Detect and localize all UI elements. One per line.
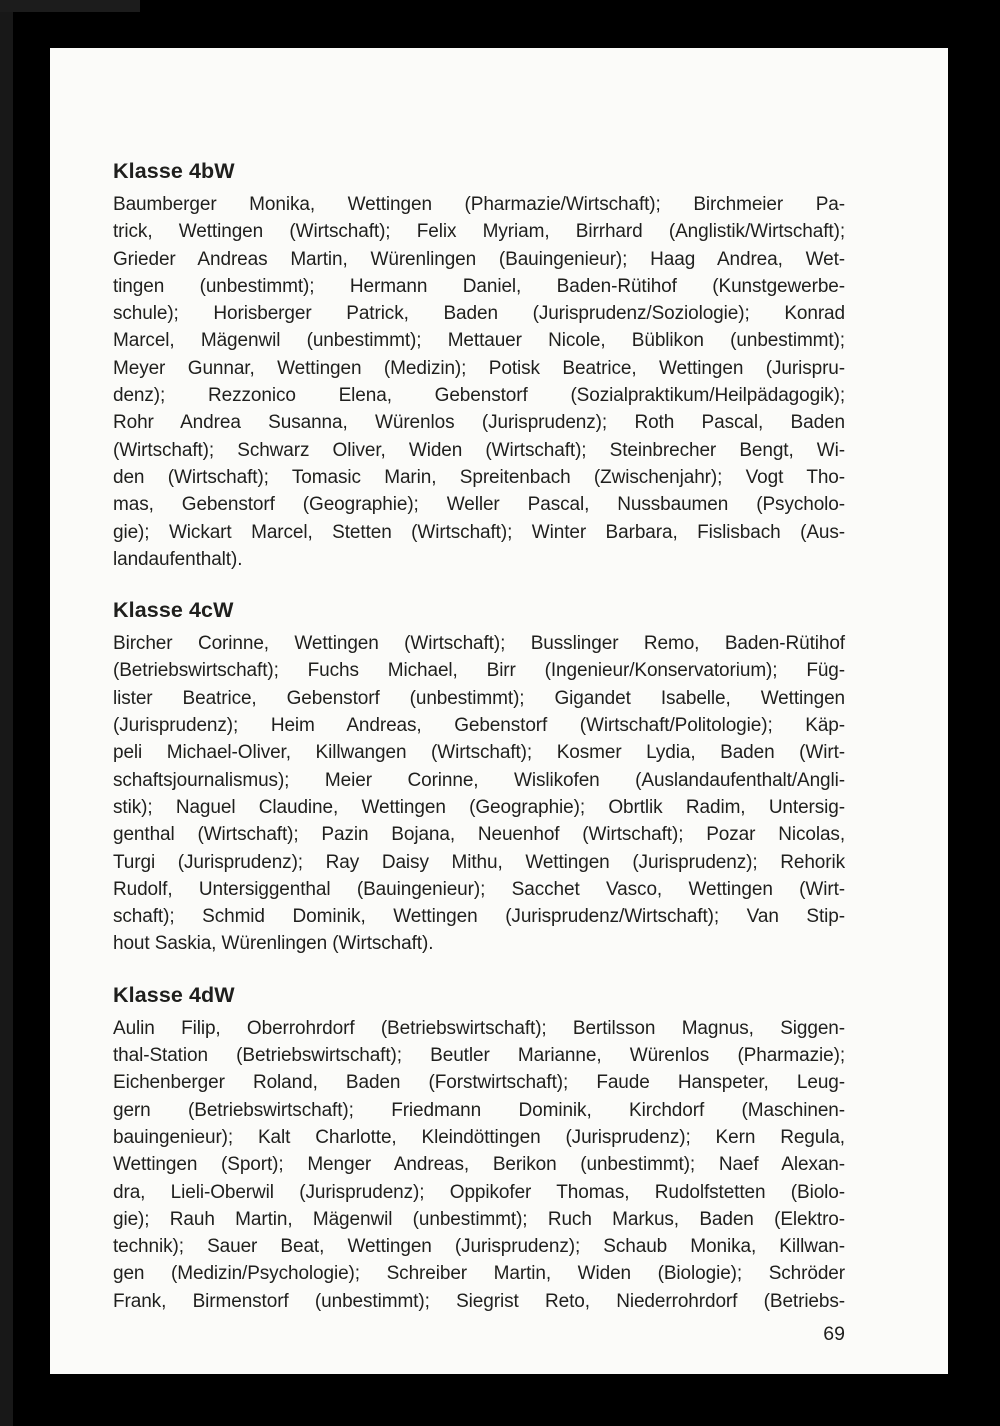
class-heading: Klasse 4cW — [113, 598, 234, 623]
roster-line: den (Wirtschaft); Tomasic Marin, Spreitenbach (Zwischenjahr); Vogt Tho- — [113, 466, 845, 488]
scan-edge-artifact — [0, 0, 13, 1426]
roster-line: Aulin Filip, Oberrohrdorf (Betriebswirtschaft); Bertilsson Magnus, Siggen- — [113, 1017, 845, 1039]
book-page — [50, 48, 948, 1374]
roster-line: (Betriebswirtschaft); Fuchs Michael, Birr (Ingenieur/Konservatorium); Füg- — [113, 660, 845, 682]
roster-line: landaufenthalt). — [113, 548, 243, 570]
class-roster — [113, 1015, 845, 1315]
roster-line: mas, Gebenstorf (Geographie); Weller Pascal, Nussbaumen (Psycholo- — [113, 494, 845, 516]
roster-line: (Jurisprudenz); Heim Andreas, Gebenstorf (Wirtschaft/Politologie); Käp- — [113, 715, 845, 737]
roster-line: genthal (Wirtschaft); Pazin Bojana, Neuenhof (Wirtschaft); Pozar Nicolas, — [113, 824, 845, 846]
class-section — [113, 982, 845, 1315]
page-content — [113, 48, 845, 1315]
roster-line: thal-Station (Betriebswirtschaft); Beutler Marianne, Würenlos (Pharmazie); — [113, 1045, 845, 1067]
roster-line: Rudolf, Untersiggenthal (Bauingenieur); Sacchet Vasco, Wettingen (Wirt- — [113, 878, 845, 900]
class-section — [113, 597, 845, 958]
roster-line: Turgi (Jurisprudenz); Ray Daisy Mithu, Wettingen (Jurisprudenz); Rehorik — [113, 851, 845, 873]
roster-line: gern (Betriebswirtschaft); Friedmann Dominik, Kirchdorf (Maschinen- — [113, 1099, 845, 1121]
roster-line: Meyer Gunnar, Wettingen (Medizin); Potisk Beatrice, Wettingen (Jurispru- — [113, 357, 845, 379]
roster-line: Frank, Birmenstorf (unbestimmt); Siegrist Reto, Niederrohrdorf (Betriebs- — [113, 1290, 845, 1312]
roster-line: Marcel, Mägenwil (unbestimmt); Mettauer Nicole, Büblikon (unbestimmt); — [113, 330, 845, 352]
roster-line: gie); Rauh Martin, Mägenwil (unbestimmt); Ruch Markus, Baden (Elektro- — [113, 1208, 845, 1230]
roster-line: schaftsjournalismus); Meier Corinne, Wislikofen (Auslandaufenthalt/Angli- — [113, 769, 845, 791]
roster-line: technik); Sauer Beat, Wettingen (Jurisprudenz); Schaub Monika, Killwan- — [113, 1236, 845, 1258]
roster-line: Bircher Corinne, Wettingen (Wirtschaft); Busslinger Remo, Baden-Rütihof — [113, 633, 845, 655]
roster-line: gie); Wickart Marcel, Stetten (Wirtschaft); Winter Barbara, Fislisbach (Aus- — [113, 521, 845, 543]
roster-line: (Wirtschaft); Schwarz Oliver, Widen (Wirtschaft); Steinbrecher Bengt, Wi- — [113, 439, 845, 461]
scan-corner-artifact — [0, 0, 140, 12]
roster-line: lister Beatrice, Gebenstorf (unbestimmt); Gigandet Isabelle, Wettingen — [113, 687, 845, 709]
class-roster — [113, 191, 845, 573]
roster-line: schule); Horisberger Patrick, Baden (Jurisprudenz/Soziologie); Konrad — [113, 303, 845, 325]
roster-line: stik); Naguel Claudine, Wettingen (Geographie); Obrtlik Radim, Untersig- — [113, 796, 845, 818]
roster-line: Baumberger Monika, Wettingen (Pharmazie/Wirtschaft); Birchmeier Pa- — [113, 194, 845, 215]
roster-line: bauingenieur); Kalt Charlotte, Kleindöttingen (Jurisprudenz); Kern Regula, — [113, 1126, 845, 1148]
page-number: 69 — [823, 1323, 845, 1345]
roster-line: trick, Wettingen (Wirtschaft); Felix Myriam, Birrhard (Anglistik/Wirtschaft); — [113, 221, 845, 243]
roster-line: Wettingen (Sport); Menger Andreas, Berikon (unbestimmt); Naef Alexan- — [113, 1154, 845, 1176]
roster-line: tingen (unbestimmt); Hermann Daniel, Baden-Rütihof (Kunstgewerbe- — [113, 275, 845, 297]
roster-line: hout Saskia, Würenlingen (Wirtschaft). — [113, 933, 434, 955]
class-roster — [113, 630, 845, 958]
class-heading: Klasse 4bW — [113, 159, 235, 183]
roster-line: dra, Lieli-Oberwil (Jurisprudenz); Oppikofer Thomas, Rudolfstetten (Biolo- — [113, 1181, 845, 1203]
roster-line: gen (Medizin/Psychologie); Schreiber Martin, Widen (Biologie); Schröder — [113, 1263, 845, 1285]
class-heading: Klasse 4dW — [113, 982, 235, 1007]
roster-line: Eichenberger Roland, Baden (Forstwirtschaft); Faude Hanspeter, Leug- — [113, 1072, 845, 1094]
class-section — [113, 158, 845, 573]
roster-line: Rohr Andrea Susanna, Würenlos (Jurisprudenz); Roth Pascal, Baden — [113, 412, 845, 434]
roster-line: peli Michael-Oliver, Killwangen (Wirtschaft); Kosmer Lydia, Baden (Wirt- — [113, 742, 845, 764]
roster-line: denz); Rezzonico Elena, Gebenstorf (Sozialpraktikum/Heilpädagogik); — [113, 385, 845, 407]
roster-line: Grieder Andreas Martin, Würenlingen (Bauingenieur); Haag Andrea, Wet- — [113, 248, 845, 270]
roster-line: schaft); Schmid Dominik, Wettingen (Jurisprudenz/Wirtschaft); Van Stip- — [113, 906, 845, 928]
